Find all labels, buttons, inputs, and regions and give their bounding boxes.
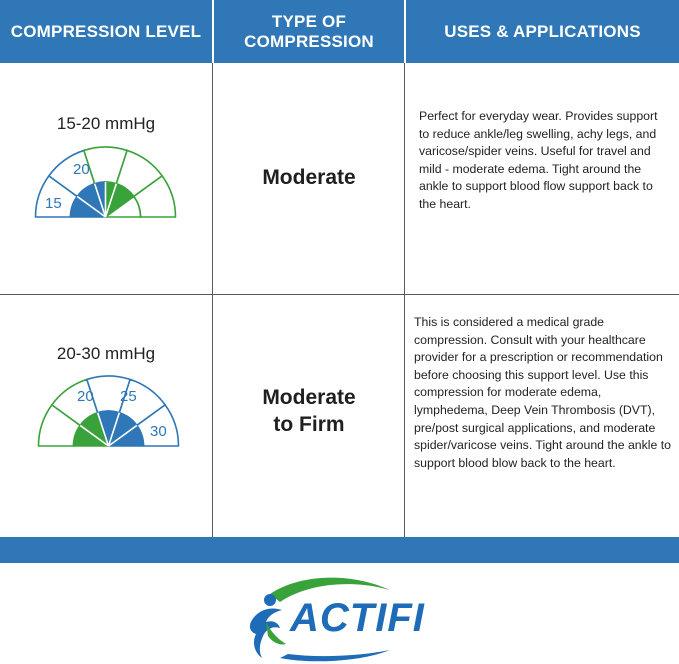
uses-description: This is considered a medical grade compression. Consult with your healthcare provider for a prescription or recommendation before choosing this support level. Use this compression for moderate edema, lymphedema, Deep Vein Thrombosis (DVT), pre/post surgical applications, and moderate spider/varicose veins. Tight around the ankle to support blood blow back to the heart.: [414, 315, 672, 470]
compression-type: [214, 384, 404, 438]
compression-type: Moderate: [262, 166, 356, 189]
compression-gauge: [33, 146, 178, 218]
header-type-line1: TYPE OF: [271, 11, 347, 31]
gauge-label: 30: [150, 423, 167, 440]
footer-bar: [0, 537, 679, 563]
header-uses-applications: USES & APPLICATIONS: [406, 0, 679, 63]
row-divider: [0, 294, 679, 295]
uses-description: Perfect for everyday wear. Provides support to reduce ankle/leg swelling, achy legs, and varicose/spider veins. Useful for travel and mild - moderate edema. Tight around the ankle to support blood flow support back to the heart.: [419, 109, 658, 211]
gauge-label: 20: [73, 161, 90, 178]
column-divider: [212, 63, 213, 537]
compression-gauge: [36, 375, 181, 447]
gauge-label: 15: [45, 195, 62, 212]
header-compression-level: COMPRESSION LEVEL: [0, 0, 212, 63]
header-type-line2: COMPRESSION: [244, 31, 374, 51]
gauge-label: 20: [77, 388, 94, 405]
header-divider: [212, 0, 214, 63]
compression-type-line1: Moderate: [262, 386, 356, 409]
compression-level-label: 15-20 mmHg: [56, 114, 156, 133]
compression-level-label: 20-30 mmHg: [56, 344, 156, 363]
header-divider: [404, 0, 406, 63]
compression-type-line2: to Firm: [273, 413, 345, 436]
logo-text: ACTIFI: [290, 596, 425, 640]
header-type-of-compression: [214, 0, 404, 63]
column-divider: [404, 63, 405, 537]
gauge-label: 25: [120, 388, 137, 405]
